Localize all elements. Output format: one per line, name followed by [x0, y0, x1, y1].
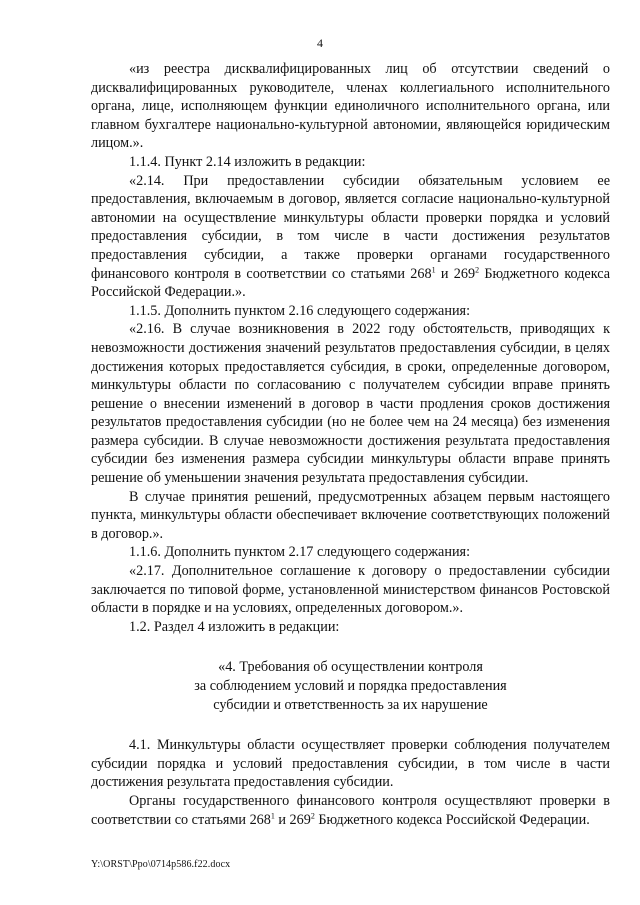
superscript: 1 [270, 810, 275, 820]
heading-line: за соблюдением условий и порядка предоставления [194, 678, 507, 694]
section-heading [91, 658, 610, 714]
paragraph-text: и 269 [274, 811, 311, 828]
paragraph-text: Органы государственного финансового контроля осуществляют проверки в соответствии со статьями 268 [91, 792, 610, 828]
paragraph: 4.1. Минкультуры области осуществляет проверки соблюдения получателем субсидии порядка и условий предоставления субсидии, в том числе в части достижения результата предоставления субсидии. [91, 737, 610, 791]
paragraph [91, 792, 610, 829]
page-number: 4 [317, 36, 323, 50]
paragraph-text: Бюджетного кодекса Российской Федерации.». [91, 265, 611, 301]
paragraph-text: Бюджетного кодекса Российской Федерации. [314, 811, 590, 828]
paragraph: В случае принятия решений, предусмотренных абзацем первым настоящего пункта, минкультуры области обеспечивает включение соответствующих положений в договор.». [91, 488, 610, 542]
paragraph: 1.2. Раздел 4 изложить в редакции: [129, 618, 340, 635]
paragraph: 1.1.6. Дополнить пунктом 2.17 следующего содержания: [129, 544, 471, 561]
paragraph: «из реестра дисквалифицированных лиц об отсутствии сведений о дисквалифицированных руководителе, членах коллегиального исполнительного органа, лице, исполняющем функции единоличного исполнительного органа, или главном бухгалтере национально-культурной автономии, являющейся юридическим лицом.». [91, 61, 610, 152]
paragraph-text: «2.14. При предоставлении субсидии обязательным условием ее предоставления, включаемым в договор, является согласие национально-культурной автономии на осуществление минкультуры области проверки порядка и условий предоставления субсидии, в том числе в части достижения результатов предоставления субсидии, а также проверки органами государственного финансового контроля в соответствии со статьями 268 [91, 172, 610, 282]
paragraph-text: и 269 [435, 265, 476, 282]
paragraph: 1.1.5. Дополнить пунктом 2.16 следующего содержания: [129, 302, 471, 319]
superscript: 1 [431, 264, 436, 274]
document-body [91, 60, 610, 829]
paragraph: «2.16. В случае возникновения в 2022 году обстоятельств, приводящих к невозможности достижения значений результатов предоставления субсидии, в целях достижения которых предоставляется субсидия, в сроки, определенные договором, минкультуры области по согласованию с получателем субсидии вправе принять решение о внесении изменений в договор в части продления сроков достижения результатов предоставления субсидии (но не более чем на 24 месяца) без изменения размера субсидии. В случае невозможности достижения результата предоставления субсидии без изменения размера субсидии минкультуры области вправе принять решение об уменьшении значения результата предоставления субсидии. [91, 321, 610, 487]
paragraph: «2.17. Дополнительное соглашение к договору о предоставлении субсидии заключается по типовой форме, установленной министерством финансов Ростовской области в порядке и на условиях, определенных договором.». [91, 563, 610, 617]
file-path-footer: Y:\ORST\Ppo\0714p586.f22.docx [91, 859, 231, 870]
heading-line: субсидии и ответственность за их нарушение [213, 696, 488, 713]
superscript: 2 [310, 810, 315, 820]
superscript: 2 [475, 264, 480, 274]
paragraph: 1.1.4. Пункт 2.14 изложить в редакции: [129, 153, 366, 170]
paragraph [91, 172, 610, 302]
heading-line: «4. Требования об осуществлении контроля [218, 659, 483, 676]
